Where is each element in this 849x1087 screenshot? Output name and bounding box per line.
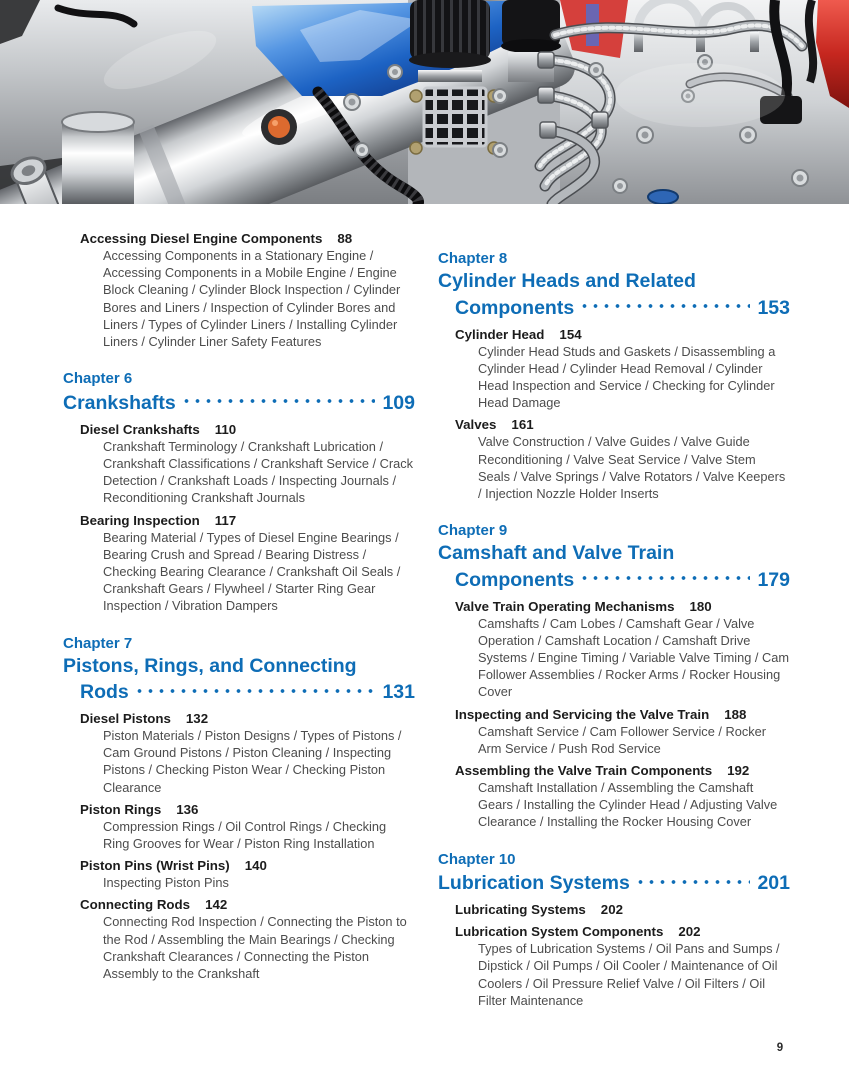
- section-topics: Types of Lubrication Systems / Oil Pans and Sumps / Dipstick / Oil Pumps / Oil Cooler / Maintenance of Oil Coolers / Oil Pressure Relief Valve / Oil Filters / Oil Filter Maintenance: [478, 941, 780, 1008]
- section-heading: [455, 923, 790, 940]
- section-heading: [455, 901, 790, 918]
- section-heading: [80, 710, 415, 727]
- section-topics: Inspecting Piston Pins: [103, 875, 229, 891]
- chapter-label: Chapter 7: [63, 634, 133, 652]
- toc-column-left: [63, 230, 415, 982]
- chapter-title-text: Components: [455, 568, 575, 591]
- toc-column-right: [438, 230, 790, 1009]
- section-page-number: 142: [205, 897, 228, 913]
- chapter-label: Chapter 10: [438, 850, 516, 868]
- section-title: Piston Pins (Wrist Pins): [80, 858, 230, 874]
- section-page-number: 132: [185, 711, 209, 727]
- chapter-block: [63, 634, 415, 983]
- section-entry: [63, 512, 415, 615]
- section-page-number: 188: [724, 706, 747, 722]
- section-heading: [80, 801, 415, 818]
- section-topics: Cylinder Head Studs and Gaskets / Disassembling a Cylinder Head / Cylinder Head Removal / Cylinder Head Inspection and Service / Checking for Cylinder Head Damage: [478, 343, 776, 411]
- chapter-title-line1: Camshaft and Valve Train: [438, 542, 675, 565]
- chapter-page-number: 179: [757, 568, 790, 591]
- section-entry: [63, 857, 415, 891]
- section-topics: Camshafts / Cam Lobes / Camshaft Gear / Valve Operation / Camshaft Location / Camshaft Drive Systems / Engine Timing / Variable Valve Timing / Cam Follower Assemblies / Rocker Arms / Rocker Housing Cover: [478, 615, 790, 700]
- section-page-number: 202: [678, 924, 701, 940]
- section-topics: Camshaft Installation / Assembling the Camshaft Gears / Installing the Cylinder Head / Adjusting Valve Clearance / Installing the Rocker Housing Cover: [478, 780, 778, 830]
- dot-leader: [579, 294, 750, 314]
- section-heading: [455, 762, 790, 779]
- section-entry: [63, 421, 415, 507]
- section-entry: [63, 710, 415, 796]
- chapter-title-line2: [455, 294, 790, 321]
- chapter-title: [438, 541, 790, 593]
- chapter-title-text: Components: [455, 296, 575, 319]
- section-title: Bearing Inspection: [80, 512, 200, 528]
- chapter-page-number: 109: [382, 391, 415, 414]
- section-heading: [455, 598, 790, 615]
- section-title: Connecting Rods: [80, 897, 191, 913]
- chapter-title-text: Lubrication Systems: [438, 872, 630, 895]
- section-title: Lubricating Systems: [455, 902, 586, 918]
- section-page-number: 180: [689, 598, 712, 614]
- section-page-number: 136: [176, 801, 199, 817]
- chapter-block: [438, 850, 790, 1009]
- chapter-title: [438, 870, 790, 897]
- engine-photo: [0, 0, 849, 204]
- chapter-title-line2: [455, 566, 790, 593]
- chapter-block: [438, 521, 790, 831]
- section-title: Diesel Pistons: [80, 711, 171, 727]
- chapter-page-number: 201: [757, 872, 790, 895]
- chapter-page-number: 131: [382, 681, 415, 704]
- section-title: Accessing Diesel Engine Components: [80, 231, 323, 246]
- section-page-number: 88: [337, 231, 353, 246]
- section-page-number: 110: [214, 421, 237, 437]
- chapter-label: Chapter 8: [438, 250, 508, 267]
- engine-photo-illustration: [0, 0, 849, 204]
- page-number: 9: [776, 1042, 784, 1054]
- section-title: Diesel Crankshafts: [80, 421, 200, 437]
- chapter-title-text: Crankshafts: [63, 391, 176, 414]
- section-page-number: 192: [727, 763, 750, 779]
- section-entry: [438, 326, 790, 412]
- chapter-title-line1: Pistons, Rings, and Connecting: [63, 654, 357, 677]
- chapter-title: [438, 269, 790, 321]
- section-title: Valves: [455, 417, 497, 433]
- dot-leader: [579, 566, 750, 586]
- chapter-title-text: Rods: [80, 681, 129, 704]
- section-heading: [455, 416, 790, 433]
- section-title: Assembling the Valve Train Components: [455, 763, 713, 779]
- section-page-number: 154: [559, 326, 582, 342]
- section-heading: [80, 896, 415, 913]
- section-title: Inspecting and Servicing the Valve Train: [455, 706, 710, 722]
- dot-leader: [134, 679, 376, 699]
- section-topics: Crankshaft Terminology / Crankshaft Lubrication / Crankshaft Classifications / Crankshaft Service / Crack Detection / Crankshaft Loads / Inspecting Journals / Reconditioning Crankshaft Journals: [103, 438, 414, 506]
- chapter-page-number: 153: [757, 296, 790, 319]
- section-entry: [438, 598, 790, 701]
- section-topics: Valve Construction / Valve Guides / Valve Guide Reconditioning / Valve Seat Service / Valve Stem Seals / Valve Springs / Valve Rotators / Valve Keepers / Injection Nozzle Holder Inserts: [478, 434, 786, 501]
- section-topics: Accessing Components in a Stationary Engine / Accessing Components in a Mobile Engine / Engine Block Cleaning / Cylinder Block Inspection / Cylinder Bores and Liners / Inspection of Cylinder Bores and Liners / Types of Cylinder Liners / Installing Cylinder Liners / Cylinder Liner Safety Features: [103, 248, 401, 350]
- section-heading: [80, 421, 415, 438]
- section-topics: Camshaft Service / Cam Follower Service / Rocker Arm Service / Push Rod Service: [478, 723, 767, 756]
- section-title: Cylinder Head: [455, 326, 545, 342]
- chapter-title-line2: [80, 679, 415, 706]
- table-of-contents: [0, 204, 849, 1087]
- section-topics: Compression Rings / Oil Control Rings / Checking Ring Grooves for Wear / Piston Ring Installation: [103, 818, 387, 852]
- section-page-number: 140: [244, 858, 267, 874]
- dot-leader: [635, 870, 751, 890]
- chapter-block: [63, 369, 415, 614]
- section-heading: [80, 857, 415, 874]
- section-title: Valve Train Operating Mechanisms: [455, 598, 675, 614]
- section-entry: [63, 801, 415, 852]
- section-page-number: 161: [511, 417, 534, 433]
- section-heading: [455, 706, 790, 723]
- section-page-number: 202: [600, 902, 623, 918]
- section-heading: [455, 326, 790, 343]
- chapter-title-line1: Cylinder Heads and Related: [438, 270, 696, 292]
- section-entry: [438, 706, 790, 757]
- section-topics: Piston Materials / Piston Designs / Types of Pistons / Cam Ground Pistons / Piston Cleaning / Inspecting Pistons / Checking Piston Wear / Checking Piston Clearance: [103, 728, 402, 795]
- chapter-label: Chapter 6: [63, 370, 133, 388]
- chapter-title-line2: [438, 870, 790, 897]
- section-page-number: 117: [214, 512, 237, 528]
- section-heading: [80, 512, 415, 529]
- section-topics: Bearing Material / Types of Diesel Engine Bearings / Bearing Crush and Spread / Bearing Distress / Checking Bearing Clearance / Crankshaft Oil Seals / Crankshaft Gears / Flywheel / Starter Ring Gear Inspection / Vibration Dampers: [103, 529, 401, 614]
- chapter-title: [63, 654, 415, 706]
- section-topics: Connecting Rod Inspection / Connecting the Piston to the Rod / Assembling the Main Bearings / Checking Crankshaft Clearances / Connecting the Piston Assembly to the Crankshaft: [103, 914, 407, 982]
- section-entry: [438, 416, 790, 502]
- section-entry: [438, 923, 790, 1009]
- section-entry: [63, 230, 415, 350]
- section-entry: [438, 901, 790, 918]
- section-title: Piston Rings: [80, 801, 162, 817]
- chapter-label: Chapter 9: [438, 522, 508, 540]
- section-entry: [438, 762, 790, 831]
- chapter-title: [63, 389, 415, 416]
- section-entry: [63, 896, 415, 982]
- chapter-title-line2: [63, 389, 415, 416]
- dot-leader: [181, 389, 376, 409]
- chapter-block: [438, 249, 790, 502]
- section-title: Lubrication System Components: [455, 924, 664, 940]
- section-heading: [80, 230, 415, 247]
